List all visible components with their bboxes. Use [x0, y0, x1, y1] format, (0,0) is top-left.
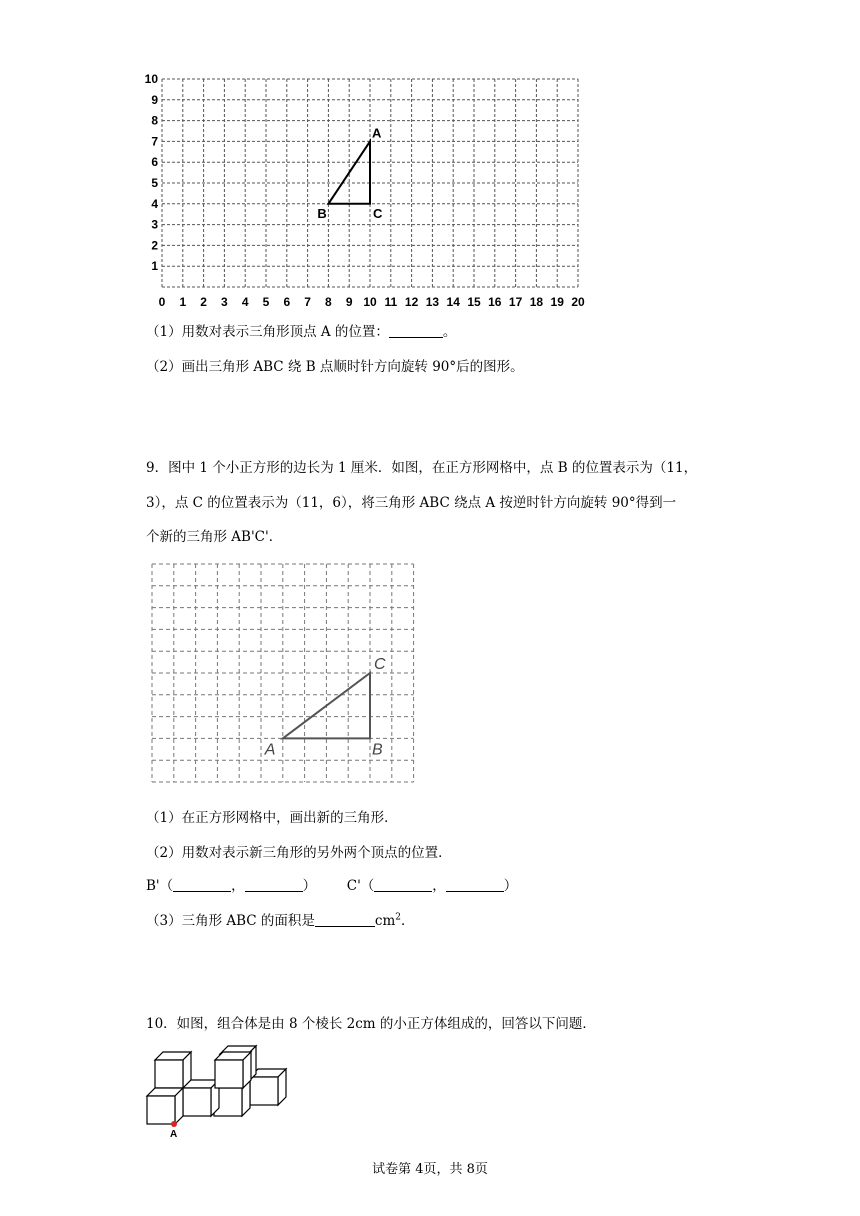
x-tick-label: 5: [262, 295, 270, 309]
x-tick-label: 3: [221, 295, 228, 309]
y-axis-labels: [145, 72, 159, 273]
x-tick-label: 7: [304, 295, 311, 309]
close-paren: ）: [302, 878, 317, 894]
cube: [183, 1080, 219, 1116]
q9-part2: （2）用数对表示新三角形的另外两个顶点的位置．: [146, 845, 452, 861]
q9-line2: 3），点 C 的位置表示为（11，6），将三角形 ABC 绕点 A 按逆时针方向旋转 90°得到一: [146, 495, 677, 511]
q8-part1: [146, 320, 456, 340]
coordinate-grid-q8: [140, 70, 610, 315]
close-paren: ）: [503, 878, 518, 894]
x-tick-label: 1: [179, 295, 187, 309]
square-grid-q9: [148, 558, 420, 790]
area-unit: cm: [374, 913, 396, 929]
vertex-label-c: C: [374, 656, 386, 673]
vertex-label-a: A: [372, 125, 382, 141]
x-tick-label: 17: [508, 295, 523, 309]
cube: [215, 1052, 251, 1088]
y-tick-label: 6: [151, 155, 158, 170]
point-a-marker: [171, 1121, 177, 1127]
cube-assembly-figure: [140, 1038, 300, 1142]
x-tick-label: 9: [345, 295, 353, 309]
page-footer: 试卷第 4页，共 8页: [372, 1162, 488, 1177]
x-tick-label: 14: [446, 295, 460, 309]
y-tick-label: 3: [151, 217, 158, 232]
y-tick-label: 10: [144, 72, 158, 86]
b-prime-x-blank[interactable]: [173, 877, 231, 892]
q9-line1: 9．图中 1 个小正方形的边长为 1 厘米．如图，在正方形网格中，点 B 的位置表示为（11，: [146, 460, 698, 476]
area-unit-exponent: 2: [395, 912, 402, 923]
q9-part1: （1）在正方形网格中，画出新的三角形．: [146, 810, 398, 826]
area-blank[interactable]: [315, 912, 375, 927]
q8-part1-text: （1）用数对表示三角形顶点 A 的位置：: [146, 324, 389, 340]
vertex-label-a: A: [264, 741, 276, 759]
y-tick-label: 9: [151, 92, 158, 107]
comma: ，: [231, 878, 245, 894]
y-tick-label: 2: [151, 238, 158, 253]
x-axis-labels: [159, 295, 585, 309]
x-tick-label: 0: [158, 295, 166, 309]
cube: [147, 1088, 183, 1124]
cubes: [147, 1046, 286, 1124]
q9-part3: [146, 909, 415, 929]
cube: [155, 1052, 191, 1088]
x-tick-label: 4: [241, 295, 249, 309]
x-tick-label: 16: [488, 295, 502, 309]
y-tick-label: 5: [151, 176, 158, 190]
q9-answer-row: [146, 874, 517, 894]
vertex-label-c: C: [373, 205, 383, 221]
x-tick-label: 2: [200, 295, 207, 309]
q9-part3-text: （3）三角形 ABC 的面积是: [146, 913, 315, 929]
vertex-label-b: B: [372, 741, 383, 759]
answer-blank[interactable]: [389, 323, 443, 338]
vertex-label-b: B: [317, 205, 327, 221]
q9-line3: 个新的三角形 AB'C'．: [146, 529, 283, 545]
q10-line1: 10．如图，组合体是由 8 个棱长 2cm 的小正方体组成的，回答以下问题．: [146, 1016, 596, 1032]
x-tick-label: 13: [425, 295, 440, 309]
b-prime-y-blank[interactable]: [245, 877, 303, 892]
c-prime-x-blank[interactable]: [374, 877, 432, 892]
y-tick-label: 7: [151, 134, 158, 149]
q9-part3-suffix: ．: [401, 913, 415, 929]
x-tick-label: 8: [325, 295, 332, 309]
q8-part1-suffix: 。: [442, 324, 457, 340]
y-tick-label: 4: [151, 196, 158, 211]
x-tick-label: 19: [550, 295, 564, 309]
c-prime-y-blank[interactable]: [446, 877, 504, 892]
comma: ，: [432, 878, 446, 894]
point-a-label: A: [170, 1129, 178, 1140]
y-tick-label: 8: [151, 113, 158, 128]
x-tick-label: 12: [404, 295, 419, 309]
x-tick-label: 15: [467, 295, 481, 309]
y-tick-label: 1: [151, 259, 158, 274]
x-tick-label: 6: [283, 295, 291, 309]
c-prime-prefix: C'（: [346, 878, 375, 894]
x-tick-label: 18: [529, 295, 544, 309]
q8-part2: （2）画出三角形 ABC 绕 B 点顺时针方向旋转 90°后的图形。: [146, 359, 524, 375]
x-tick-label: 11: [384, 295, 398, 309]
x-tick-label: 10: [363, 295, 377, 309]
x-tick-label: 20: [571, 295, 585, 309]
b-prime-prefix: B'（: [146, 878, 174, 894]
